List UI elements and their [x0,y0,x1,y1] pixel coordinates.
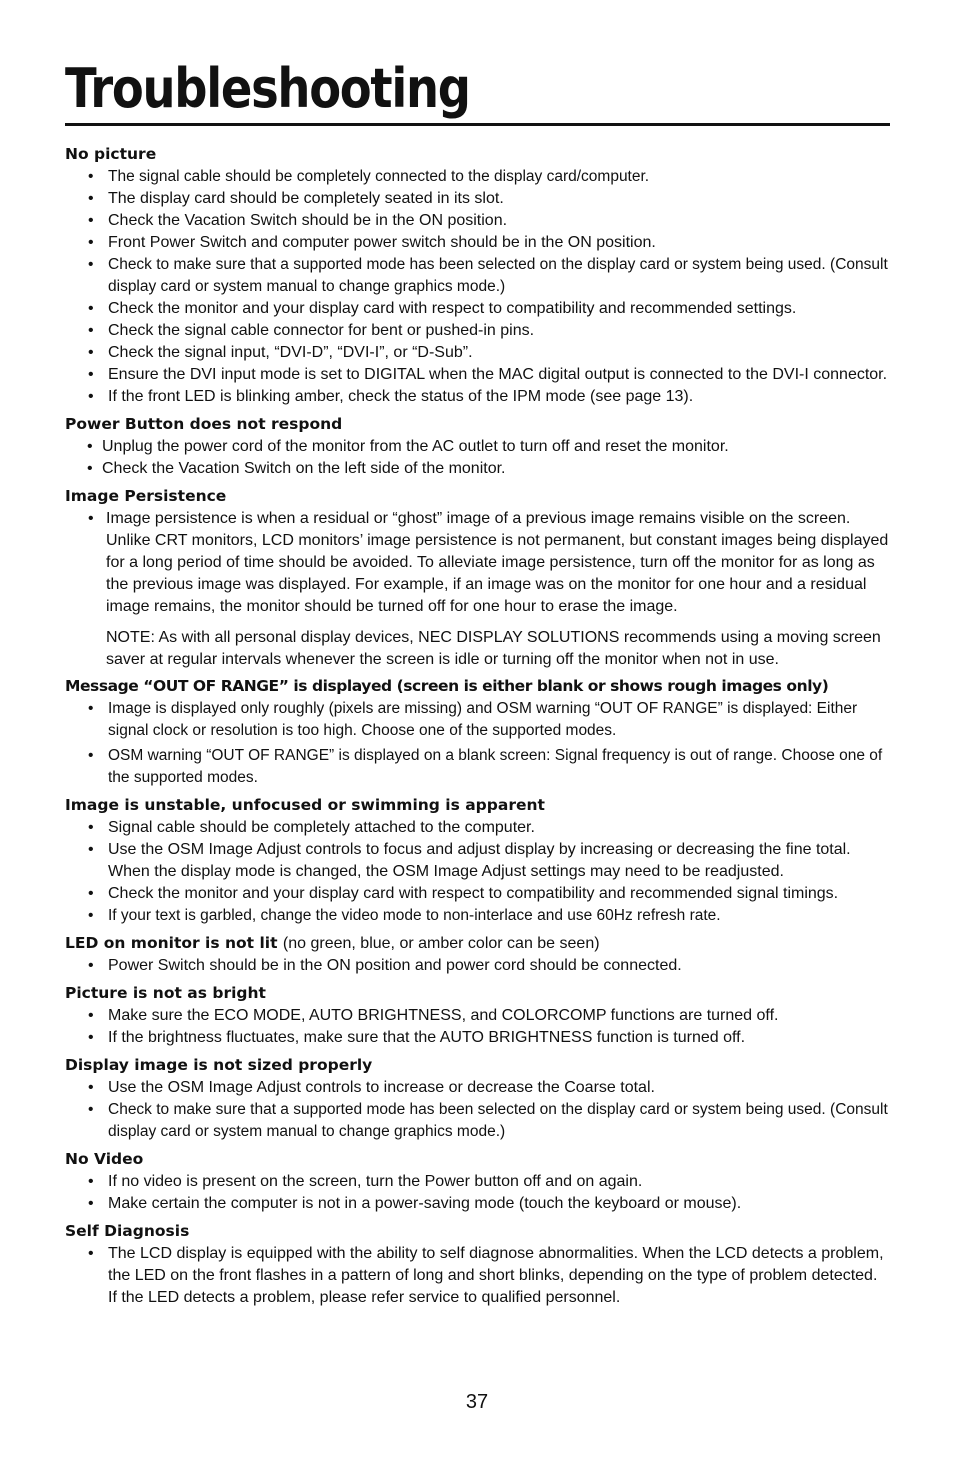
section-image-persistence [65,485,895,671]
list-item: • Check to make sure that a supported mode has been selected on the display card or system being used. (Consult display card or system manual to change graphics mode.) [65,254,895,298]
bullet-list [65,166,895,408]
bullet-list [65,1243,895,1309]
section-heading: No Video [65,1150,144,1168]
list-item: • Check the signal input, “DVI-D”, “DVI-I”, or “D-Sub”. [65,342,895,364]
list-item: • Check the monitor and your display card with respect to compatibility and recommended signal timings. [65,883,895,905]
bullet-list [65,955,895,977]
list-item: • OSM warning “OUT OF RANGE” is displayed on a blank screen: Signal frequency is out of range. Choose one of the supported modes. [65,745,895,789]
bullet-list [65,508,895,618]
section-led-not-lit [65,932,895,977]
list-item: • Check to make sure that a supported mode has been selected on the display card or system being used. (Consult display card or system manual to change graphics mode.) [65,1099,895,1143]
list-item: • The signal cable should be completely connected to the display card/computer. [65,166,895,188]
section-heading: Power Button does not respond [65,415,343,433]
section-heading [65,932,895,955]
bullet-list [65,436,895,480]
list-item: • Image is displayed only roughly (pixels are missing) and OSM warning “OUT OF RANGE” is displayed: Either signal clock or resolution is too high. Choose one of the supported modes. [65,698,895,742]
section-heading: Image Persistence [65,487,227,505]
section-heading: Image is unstable, unfocused or swimming is apparent [65,796,545,814]
troubleshooting-content [65,143,895,1314]
section-power-button [65,413,895,480]
bullet-list [65,1005,895,1049]
section-heading: Message “OUT OF RANGE” is displayed (screen is either blank or shows rough images only) [65,677,829,695]
list-item: • Ensure the DVI input mode is set to DIGITAL when the MAC digital output is connected to the DVI-I connector. [65,364,895,386]
section-image-size [65,1054,895,1143]
bullet-list [65,698,895,789]
list-item: • If the brightness fluctuates, make sure that the AUTO BRIGHTNESS function is turned off. [65,1027,895,1049]
bullet-list [65,817,895,927]
list-item: • Image persistence is when a residual or “ghost” image of a previous image remains visible on the screen. Unlike CRT monitors, LCD monitors’ image persistence is not permanent, but constant images being displayed for a long period of time should be avoided. To alleviate image persistence, turn off the monitor for as long as the previous image was displayed. For example, if an image was on the monitor for one hour and a residual image remains, the monitor should be turned off for one hour to erase the image. [65,508,895,618]
list-item: • Use the OSM Image Adjust controls to focus and adjust display by increasing or decreasing the fine total. When the display mode is changed, the OSM Image Adjust settings may need to be readjusted. [65,839,895,883]
section-no-picture [65,143,895,408]
section-picture-brightness [65,982,895,1049]
list-item: • Check the signal cable connector for bent or pushed-in pins. [65,320,895,342]
list-item: • Make sure the ECO MODE, AUTO BRIGHTNESS, and COLORCOMP functions are turned off. [65,1005,895,1027]
section-no-video [65,1148,895,1215]
list-item: • Unplug the power cord of the monitor from the AC outlet to turn off and reset the monitor. [65,436,895,458]
page-number: 37 [465,1391,489,1413]
list-item: • If the front LED is blinking amber, check the status of the IPM mode (see page 13). [65,386,895,408]
list-item [65,1243,895,1309]
list-item-continuation: If the LED detects a problem, please refer service to qualified personnel. [108,1289,621,1306]
bullet-list [65,1077,895,1143]
list-item: • Use the OSM Image Adjust controls to increase or decrease the Coarse total. [65,1077,895,1099]
list-item: • Signal cable should be completely attached to the computer. [65,817,895,839]
list-item-text: The LCD display is equipped with the ability to self diagnose abnormalities. When the LCD detects a problem, the LED on the front flashes in a pattern of long and short blinks, depending on the type of problem detected. [108,1245,884,1284]
list-item: • Check the Vacation Switch on the left side of the monitor. [65,458,895,480]
heading-text: LED on monitor is not lit [65,934,278,952]
list-item: • Make certain the computer is not in a power-saving mode (touch the keyboard or mouse). [65,1193,895,1215]
section-heading: No picture [65,145,157,163]
list-item: • Front Power Switch and computer power switch should be in the ON position. [65,232,895,254]
heading-note: (no green, blue, or amber color can be seen) [282,935,600,952]
section-heading: Picture is not as bright [65,984,266,1002]
section-heading: Display image is not sized properly [65,1056,373,1074]
list-item: • Check the monitor and your display card with respect to compatibility and recommended settings. [65,298,895,320]
title-divider [65,123,890,126]
list-item: • The display card should be completely seated in its slot. [65,188,895,210]
section-image-unstable [65,794,895,927]
section-heading: Self Diagnosis [65,1222,190,1240]
bullet-list [65,1171,895,1215]
note-text: NOTE: As with all personal display devices, NEC DISPLAY SOLUTIONS recommends using a moving screen saver at regular intervals whenever the screen is idle or turning off the monitor when not in use. [106,629,881,668]
list-item: • Check the Vacation Switch should be in the ON position. [65,210,895,232]
list-item: • If no video is present on the screen, turn the Power button off and on again. [65,1171,895,1193]
section-self-diagnosis [65,1220,895,1309]
list-item: • Power Switch should be in the ON position and power cord should be connected. [65,955,895,977]
section-out-of-range [65,675,895,789]
list-item: • If your text is garbled, change the video mode to non-interlace and use 60Hz refresh rate. [65,905,895,927]
page-title: Troubleshooting [65,57,470,120]
